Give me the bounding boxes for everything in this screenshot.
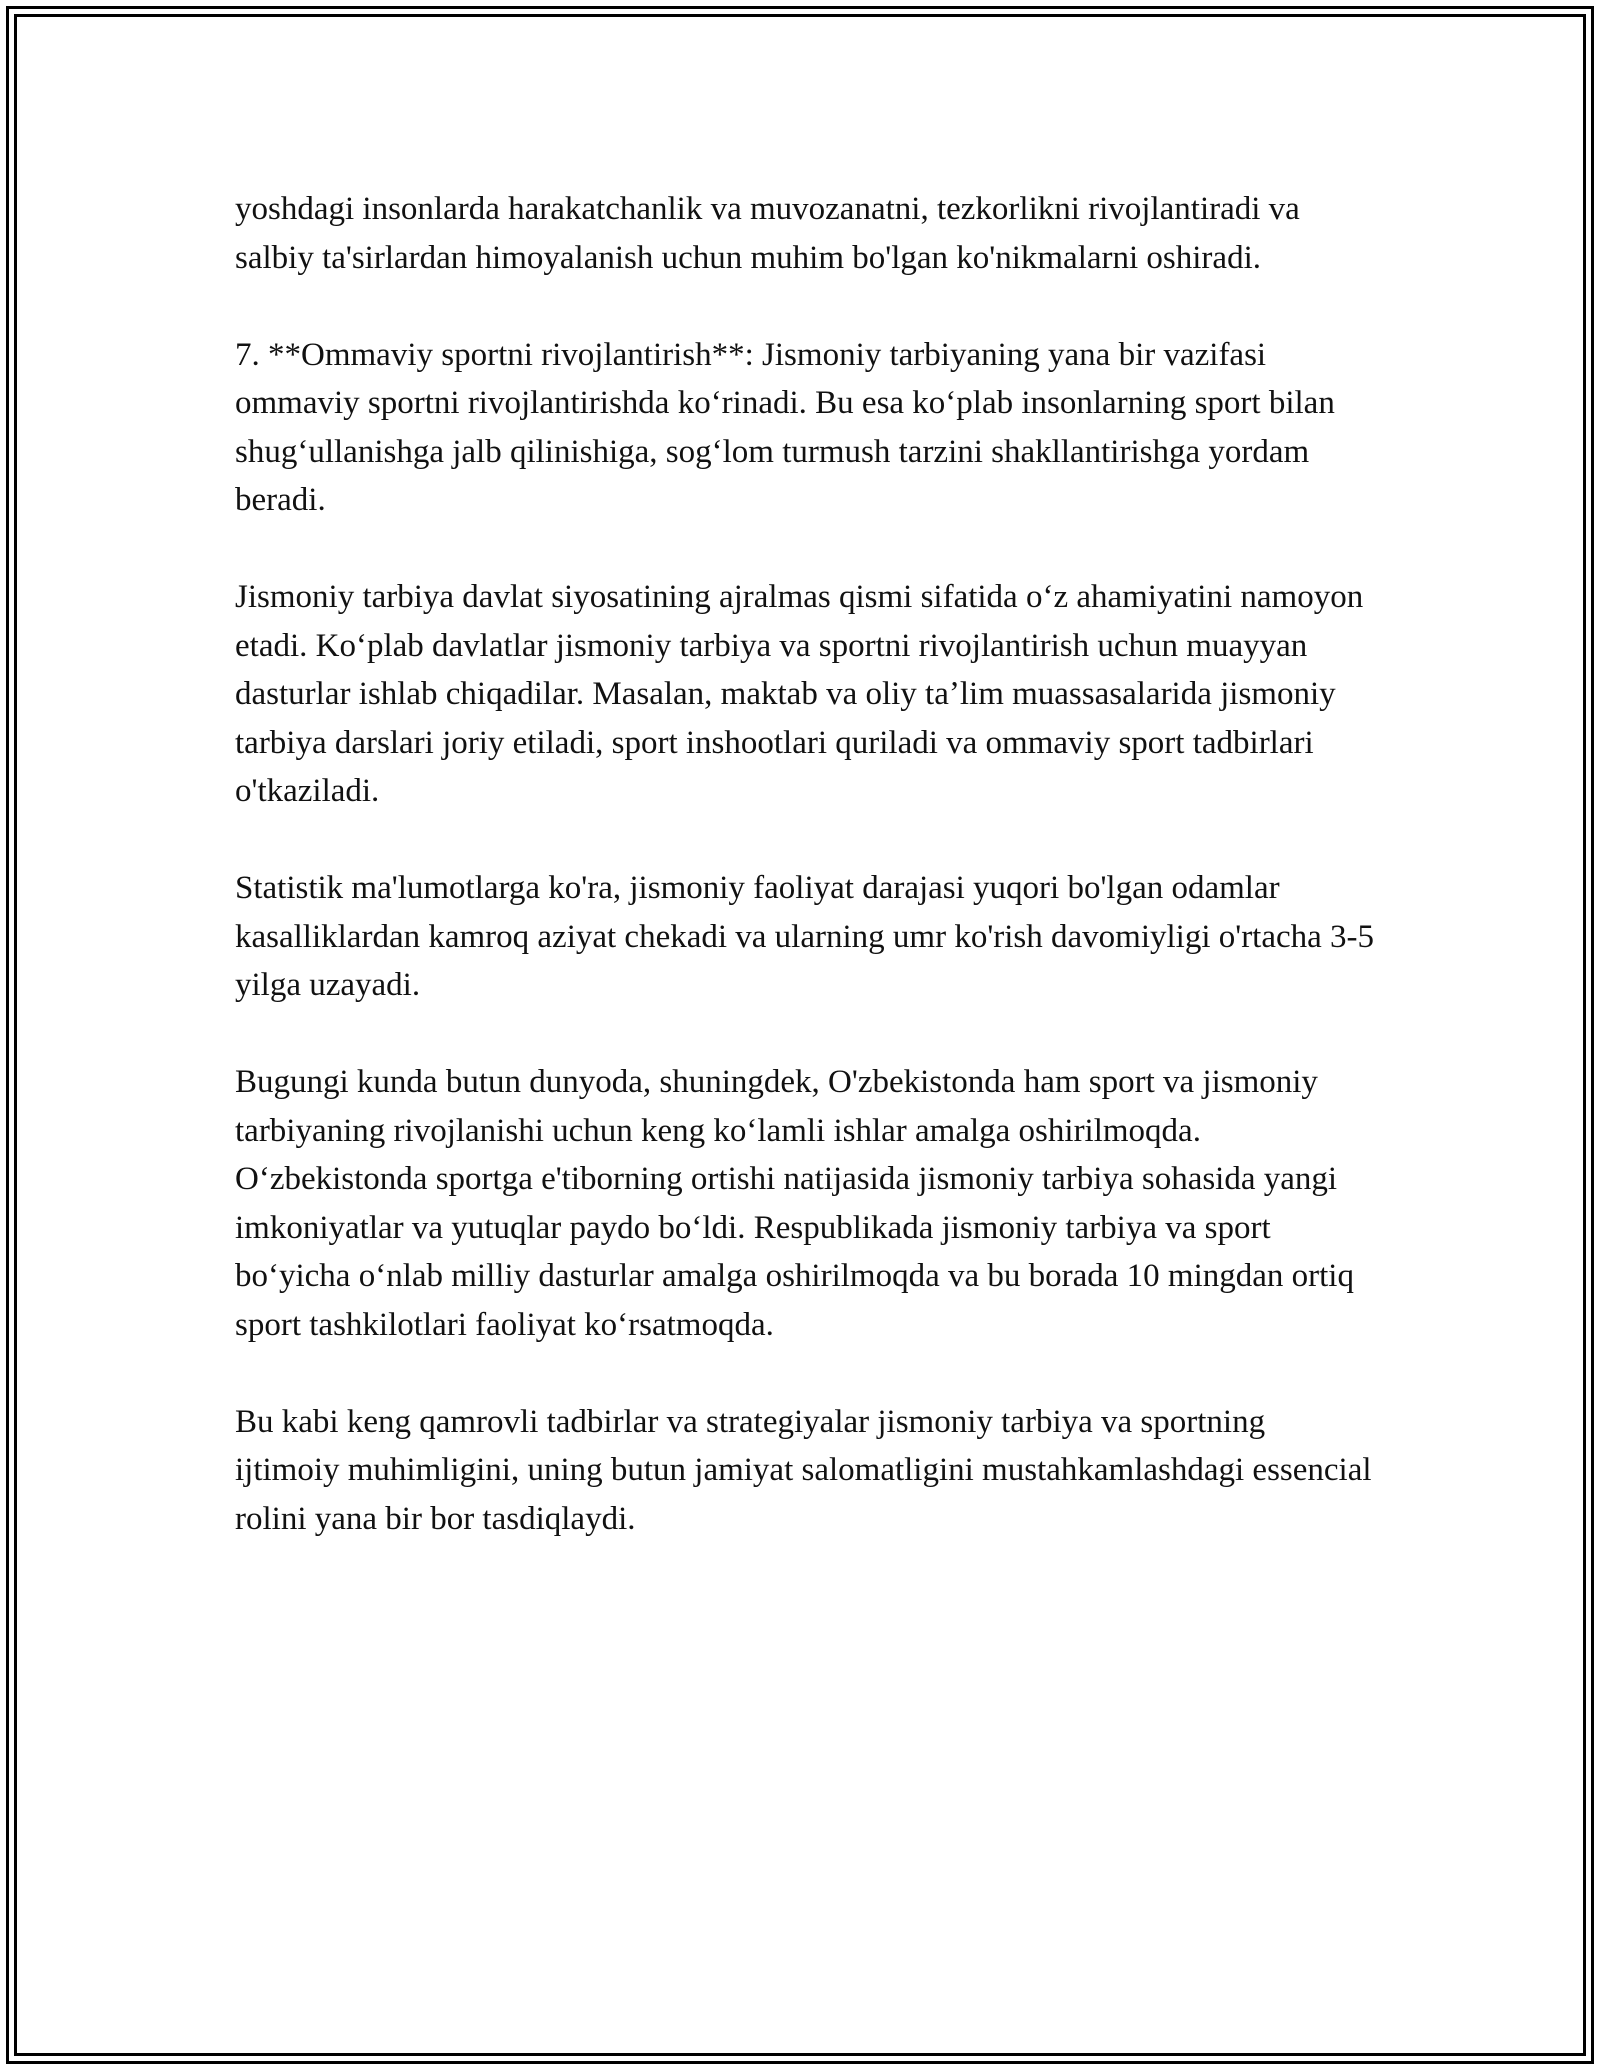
document-body bbox=[235, 185, 1375, 1592]
paragraph-2: 7. **Ommaviy sportni rivojlantirish**: Jismoniy tarbiyaning yana bir vazifasi ommaviy sportni rivojlantirishda koʻrinadi. Bu esa koʻplab insonlarning sport bilan shugʻullanishga jalb qilinishiga, sogʻlom turmush tarzini shakllantirishga yordam beradi. bbox=[235, 336, 1335, 518]
paragraph-4: Statistik ma'lumotlarga ko'ra, jismoniy faoliyat darajasi yuqori bo'lgan odamlar kasalliklardan kamroq aziyat chekadi va ularning umr ko'rish davomiyligi o'rtacha 3-5 yilga uzayadi. bbox=[235, 870, 1375, 1003]
paragraph-1: yoshdagi insonlarda harakatchanlik va muvozanatni, tezkorlikni rivojlantiradi va salbiy ta'sirlardan himoyalanish uchun muhim bo'lgan ko'nikmalarni oshiradi. bbox=[235, 191, 1300, 276]
paragraph-5: Bugungi kunda butun dunyoda, shuningdek, O'zbekistonda ham sport va jismoniy tarbiyaning rivojlanishi uchun keng koʻlamli ishlar amalga oshirilmoqda. Oʻzbekistonda sportga e'tiborning ortishi natijasida jismoniy tarbiya sohasida yangi imkoniyatlar va yutuqlar paydo boʻldi. Respublikada jismoniy tarbiya va sport boʻyicha oʻnlab milliy dasturlar amalga oshirilmoqda va bu borada 10 mingdan ortiq sport tashkilotlari faoliyat koʻrsatmoqda. bbox=[235, 1064, 1354, 1343]
paragraph-3: Jismoniy tarbiya davlat siyosatining ajralmas qismi sifatida oʻz ahamiyatini namoyon etadi. Koʻplab davlatlar jismoniy tarbiya va sportni rivojlantirish uchun muayyan dasturlar ishlab chiqadilar. Masalan, maktab va oliy taʼlim muassasalarida jismoniy tarbiya darslari joriy etiladi, sport inshootlari quriladi va ommaviy sport tadbirlari o'tkaziladi. bbox=[235, 579, 1364, 809]
paragraph-6: Bu kabi keng qamrovli tadbirlar va strategiyalar jismoniy tarbiya va sportning ijtimoiy muhimligini, uning butun jamiyat salomatligini mustahkamlashdagi essencial rolini yana bir bor tasdiqlaydi. bbox=[235, 1403, 1372, 1537]
